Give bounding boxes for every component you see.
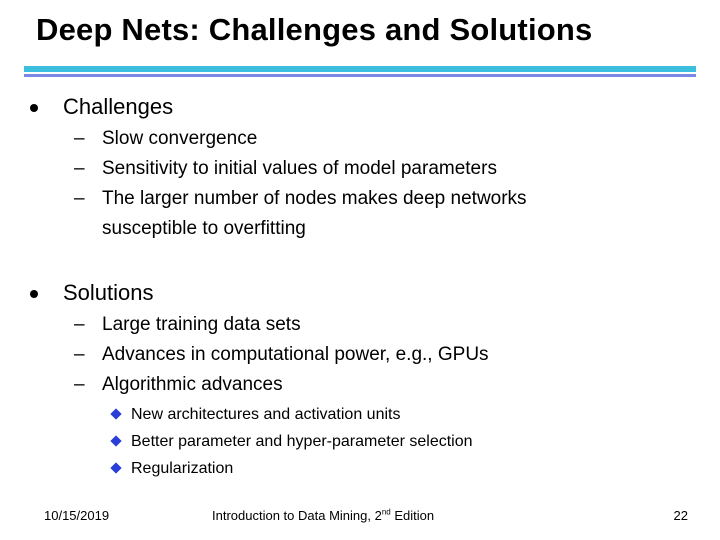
list-item-text: Large training data sets [102,314,301,335]
dash-icon: – [74,188,85,209]
footer-page-number: 22 [673,508,688,523]
sub-list-item-text: Better parameter and hyper-parameter selection [131,433,473,450]
sub-list-item [110,455,473,482]
dash-icon: – [74,314,85,335]
footer-course-title [212,508,434,523]
list-item [74,184,527,244]
list-item-text: Advances in computational power, e.g., GPUs [102,344,489,365]
list-item [74,154,527,184]
footer-course-prefix: Introduction to Data Mining, 2 [212,508,382,523]
sub-list-item-text: Regularization [131,460,234,477]
list-item [74,310,489,340]
title-rule-bottom [24,74,696,77]
footer-course-sup: nd [381,507,391,517]
challenges-heading: Challenges [63,94,174,119]
list-item-text-continued: susceptible to overfitting [102,218,306,239]
sub-list-item [110,428,473,455]
solutions-heading: Solutions [63,280,154,305]
list-item [74,340,489,370]
diamond-bullet-icon [110,462,121,473]
diamond-bullet-icon [110,435,121,446]
slide-title: Deep Nets: Challenges and Solutions [36,12,593,47]
dash-icon: – [74,158,85,179]
algorithmic-sublist [110,401,473,482]
footer-course-suffix: Edition [390,508,435,523]
diamond-bullet-icon [110,408,121,419]
list-item-text: Algorithmic advances [102,374,283,395]
dash-icon: – [74,128,85,149]
sub-list-item [110,401,473,428]
list-item-text: Slow convergence [102,128,258,149]
dash-icon: – [74,374,85,395]
list-item-text: Sensitivity to initial values of model parameters [102,158,497,179]
challenges-list [74,124,527,244]
dash-icon: – [74,344,85,365]
sub-list-item-text: New architectures and activation units [131,406,401,423]
list-item-text: The larger number of nodes makes deep networks [102,188,527,209]
title-rule-top [24,66,696,72]
list-item [74,124,527,154]
bullet-dot-icon [30,290,38,298]
bullet-dot-icon [30,104,38,112]
footer-date: 10/15/2019 [44,508,110,523]
list-item [74,370,489,400]
solutions-list [74,310,489,400]
